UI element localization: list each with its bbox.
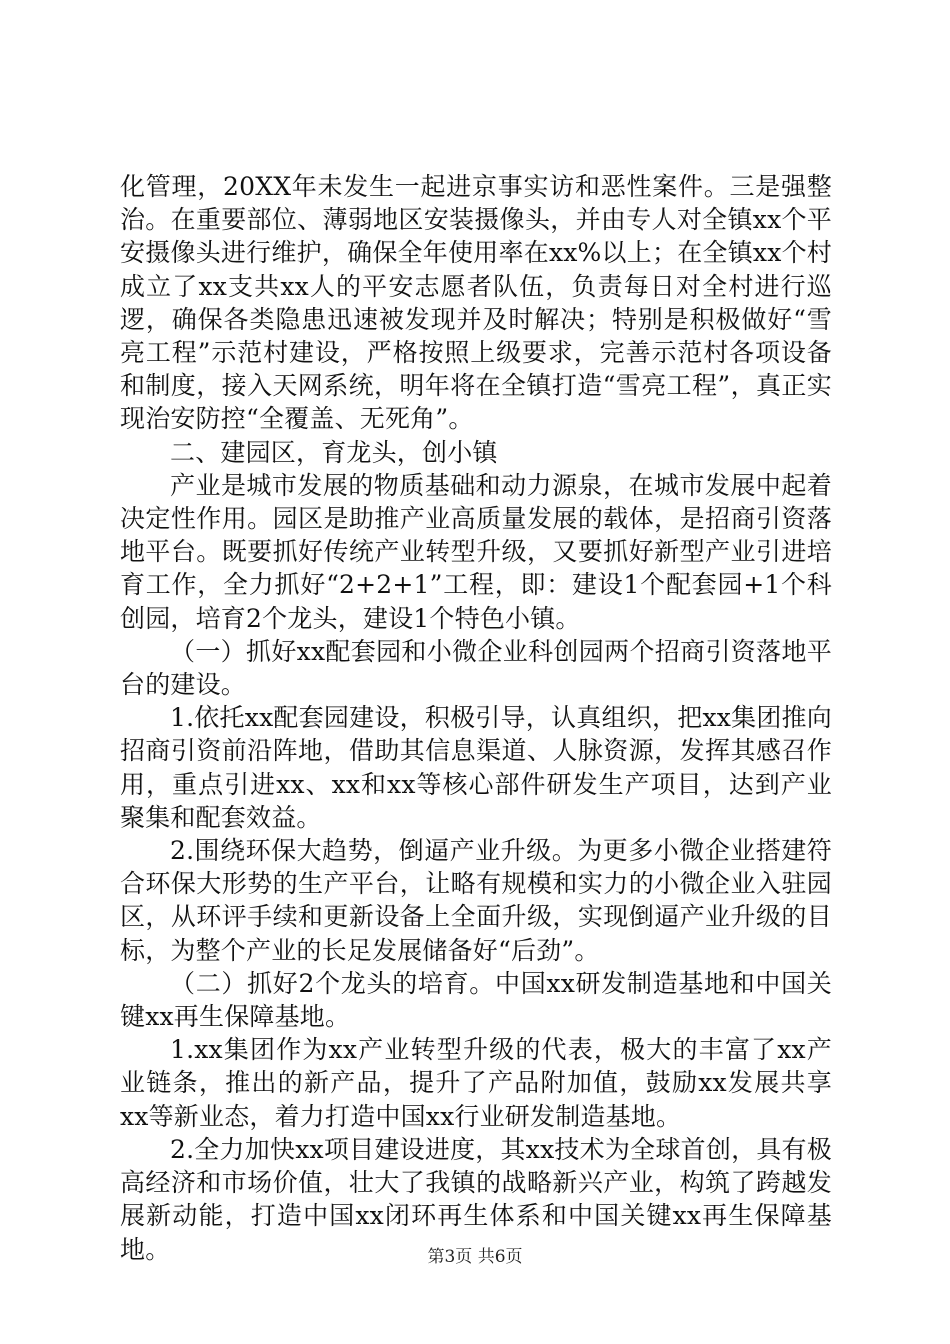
list-item-1: 1.依托xx配套园建设，积极引导，认真组织，把xx集团推向招商引资前沿阵地，借助其信息渠道、人脉资源，发挥其感召作用，重点引进xx、xx和xx等核心部件研发生产项目，达到产业聚集和配套效益。 — [120, 703, 832, 832]
subheading-leaders: （二）抓好2个龙头的培育。中国xx研发制造基地和中国关键xx再生保障基地。 — [120, 968, 832, 1032]
page-footer: 第3页 共6页 — [427, 1247, 523, 1267]
subheading-platforms: （一）抓好xx配套园和小微企业科创园两个招商引资落地平台的建设。 — [120, 636, 832, 700]
paragraph-industry: 产业是城市发展的物质基础和动力源泉，在城市发展中起着决定性作用。园区是助推产业高质量发展的载体，是招商引资落地平台。既要抓好传统产业转型升级，又要抓好新型产业引进培育工作，全力抓好“2+2+1”工程，即：建设1个配套园+1个科创园，培育2个龙头，建设1个特色小镇。 — [120, 470, 832, 633]
section-heading: 二、建园区，育龙头，创小镇 — [170, 437, 498, 467]
list-item-3: 1.xx集团作为xx产业转型升级的代表，极大的丰富了xx产业链条，推出的新产品，提升了产品附加值，鼓励xx发展共享xx等新业态，着力打造中国xx行业研发制造基地。 — [120, 1035, 832, 1131]
document-body — [120, 170, 832, 1266]
list-item-4: 2.全力加快xx项目建设进度，其xx技术为全球首创，具有极高经济和市场价值，壮大了我镇的战略新兴产业，构筑了跨越发展新动能，打造中国xx闭环再生体系和中国关键xx再生保障基地。 — [120, 1134, 832, 1264]
list-item-2: 2.围绕环保大趋势，倒逼产业升级。为更多小微企业搭建符合环保大形势的生产平台，让略有规模和实力的小微企业入驻园区，从环评手续和更新设备上全面升级，实现倒逼产业升级的目标，为整个产业的长足发展储备好“后劲”。 — [120, 836, 832, 965]
paragraph-continuation: 化管理，20XX年未发生一起进京事实访和恶性案件。三是强整治。在重要部位、薄弱地区安装摄像头，并由专人对全镇xx个平安摄像头进行维护，确保全年使用率在xx%以上；在全镇xx个村成立了xx支共xx人的平安志愿者队伍，负责每日对全村进行巡逻，确保各类隐患迅速被发现并及时解决；特别是积极做好“雪亮工程”示范村建设，严格按照上级要求，完善示范村各项设备和制度，接入天网系统，明年将在全镇打造“雪亮工程”，真正实现治安防控“全覆盖、无死角”。 — [120, 172, 832, 434]
